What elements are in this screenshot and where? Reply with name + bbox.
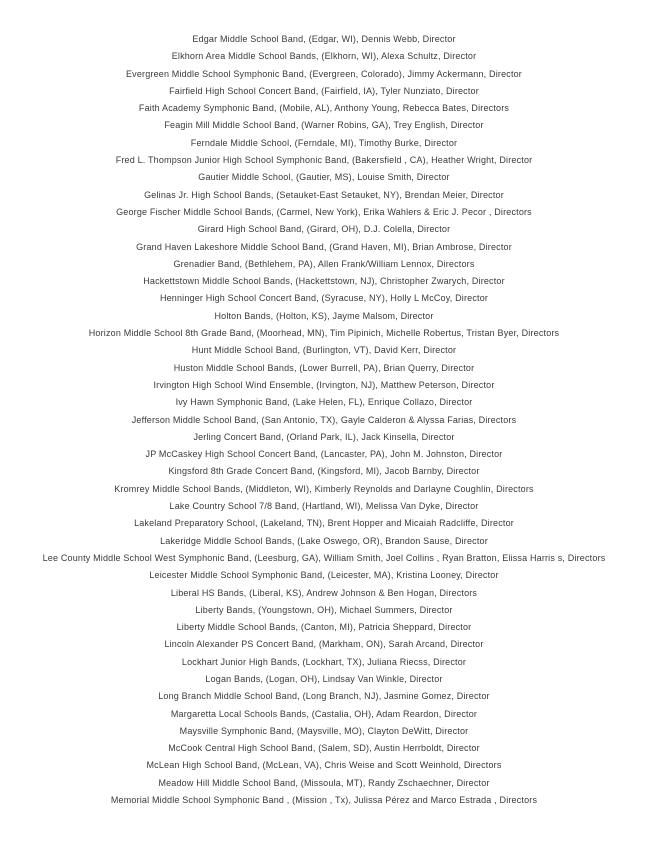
band-list-item: Huston Middle School Bands, (Lower Burrell, PA), Brian Querry, Director: [173, 362, 475, 373]
band-list-item: Holton Bands, (Holton, KS), Jayme Malsom, Director: [214, 310, 434, 321]
band-list-item: Lincoln Alexander PS Concert Band, (Markham, ON), Sarah Arcand, Director: [164, 639, 484, 650]
band-list-item: George Fischer Middle School Bands, (Carmel, New York), Erika Wahlers & Eric J. Pecor , Directors: [116, 206, 532, 217]
band-list-item: Gelinas Jr. High School Bands, (Setauket-East Setauket, NY), Brendan Meier, Director: [144, 189, 504, 200]
band-list-item: Margaretta Local Schools Bands, (Castalia, OH), Adam Reardon, Director: [170, 708, 478, 719]
band-list-item: Edgar Middle School Band, (Edgar, WI), Dennis Webb, Director: [192, 34, 456, 44]
band-list-item: Jerling Concert Band, (Orland Park, IL), Jack Kinsella, Director: [193, 431, 455, 442]
band-list-item: Kromrey Middle School Bands, (Middleton, WI), Kimberly Reynolds and Darlayne Coughlin, Directors: [114, 483, 534, 494]
band-list-item: Gautier Middle School, (Gautier, MS), Louise Smith, Director: [198, 172, 450, 183]
band-list-item: Meadow Hill Middle School Band, (Missoula, MT), Randy Zschaechner, Director: [158, 777, 490, 788]
band-list-item: Ferndale Middle School, (Ferndale, MI), Timothy Burke, Director: [190, 137, 458, 148]
band-list-item: Lakeland Preparatory School, (Lakeland, TN), Brent Hopper and Micaiah Radcliffe, Director: [134, 518, 514, 529]
band-list-item: Liberal HS Bands, (Liberal, KS), Andrew Johnson & Ben Hogan, Directors: [170, 587, 478, 598]
band-list-item: McLean High School Band, (McLean, VA), Chris Weise and Scott Weinhold, Directors: [146, 760, 502, 771]
band-list-item: Maysville Symphonic Band, (Maysville, MO), Clayton DeWitt, Director: [179, 725, 469, 736]
band-list-item: Lockhart Junior High Bands, (Lockhart, TX), Juliana Riecss, Director: [181, 656, 467, 667]
band-list-item: Lee County Middle School West Symphonic Band, (Leesburg, GA), William Smith, Joel Collins , Ryan Bratton, Elissa Harris s, Directors: [42, 552, 606, 563]
band-list-item: Hackettstown Middle School Bands, (Hackettstown, NJ), Christopher Zwarych, Director: [143, 276, 505, 287]
band-list-item: Logan Bands, (Logan, OH), Lindsay Van Winkle, Director: [205, 673, 443, 684]
band-list-item: Memorial Middle School Symphonic Band , (Mission , Tx), Julissa Pérez and Marco Estrada , Directors: [110, 795, 538, 806]
band-list-item: Leicester Middle School Symphonic Band, (Leicester, MA), Kristina Looney, Director: [149, 570, 499, 581]
band-list-item: JP McCaskey High School Concert Band, (Lancaster, PA), John M. Johnston, Director: [145, 449, 503, 460]
band-list-item: Faith Academy Symphonic Band, (Mobile, AL), Anthony Young, Rebecca Bates, Directors: [138, 103, 510, 114]
band-list-item: McCook Central High School Band, (Salem, SD), Austin Herrboldt, Director: [168, 743, 480, 754]
band-list-item: Ivy Hawn Symphonic Band, (Lake Helen, FL), Enrique Collazo, Director: [175, 397, 473, 408]
band-list-item: Long Branch Middle School Band, (Long Branch, NJ), Jasmine Gomez, Director: [158, 691, 490, 702]
band-list-item: Jefferson Middle School Band, (San Antonio, TX), Gayle Calderon & Alyssa Farias, Directors: [131, 414, 517, 425]
band-list-item: Irvington High School Wind Ensemble, (Irvington, NJ), Matthew Peterson, Director: [153, 379, 495, 390]
band-list-item: Henninger High School Concert Band, (Syracuse, NY), Holly L McCoy, Director: [159, 293, 489, 304]
band-list-item: Fred L. Thompson Junior High School Symphonic Band, (Bakersfield , CA), Heather Wright, Director: [115, 155, 533, 166]
band-list-item: Elkhorn Area Middle School Bands, (Elkhorn, WI), Alexa Schultz, Director: [171, 51, 477, 62]
band-list-item: Lake Country School 7/8 Band, (Hartland, WI), Melissa Van Dyke, Director: [169, 501, 479, 512]
band-list-item: Horizon Middle School 8th Grade Band, (Moorhead, MN), Tim Pipinich, Michelle Robertus, Tristan Byer, Directors: [88, 328, 560, 339]
band-list-item: Feagin Mill Middle School Band, (Warner Robins, GA), Trey English, Director: [164, 120, 484, 131]
band-list-item: Liberty Middle School Bands, (Canton, MI), Patricia Sheppard, Director: [176, 622, 472, 633]
band-list-item: Fairfield High School Concert Band, (Fairfield, IA), Tyler Nunziato, Director: [169, 85, 479, 96]
band-list-item: Liberty Bands, (Youngstown, OH), Michael Summers, Director: [195, 604, 453, 615]
band-list-item: Grand Haven Lakeshore Middle School Band, (Grand Haven, MI), Brian Ambrose, Director: [136, 241, 512, 252]
band-list-item: Girard High School Band, (Girard, OH), D.J. Colella, Director: [197, 224, 451, 235]
band-list-item: Evergreen Middle School Symphonic Band, (Evergreen, Colorado), Jimmy Ackermann, Director: [125, 68, 522, 79]
band-list-item: Hunt Middle School Band, (Burlington, VT), David Kerr, Director: [191, 345, 457, 356]
band-list-item: Lakeridge Middle School Bands, (Lake Oswego, OR), Brandon Sause, Director: [160, 535, 488, 546]
band-list-item: Grenadier Band, (Bethlehem, PA), Allen Frank/William Lennox, Directors: [173, 258, 475, 269]
band-list-item: Kingsford 8th Grade Concert Band, (Kingsford, MI), Jacob Barnby, Director: [168, 466, 480, 477]
